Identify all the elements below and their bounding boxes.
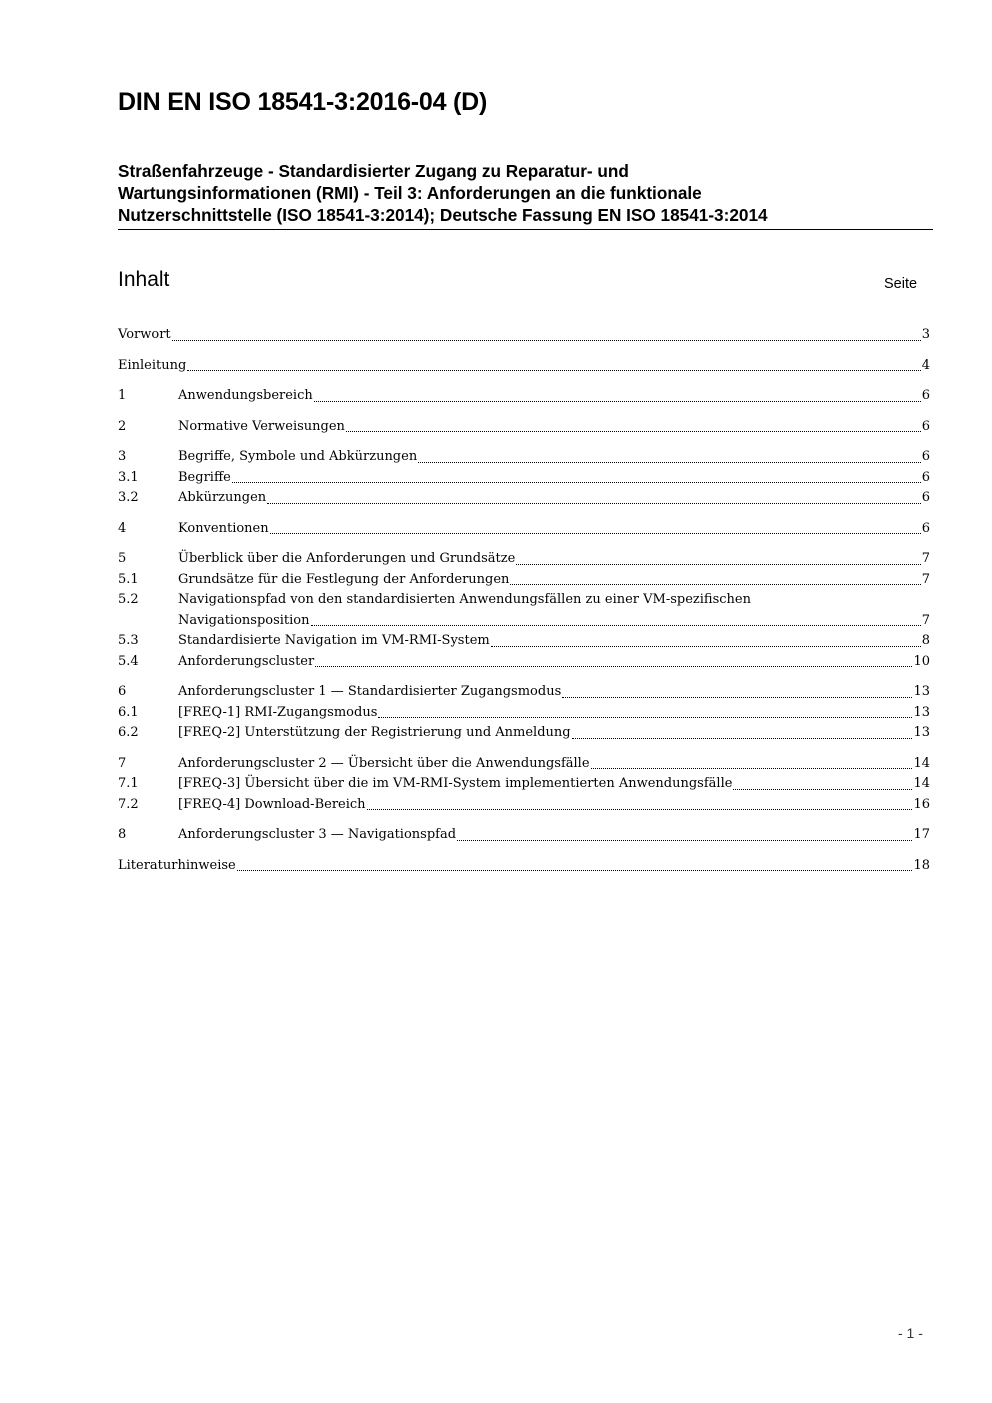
toc-entry-title: Navigationspfad von den standardisierten Anwendungsfällen zu einer VM-spezifischen [178,592,751,607]
toc-entry-page: 18 [913,857,930,873]
toc-leader [314,401,921,402]
page-number: - 1 - [898,1325,923,1341]
toc-heading: Inhalt [118,268,170,291]
toc-entry-continuation[interactable] [118,611,930,632]
toc-entry[interactable] [118,795,930,816]
toc-leader [562,697,912,698]
toc-entry-number: 8 [118,827,127,842]
toc-entry[interactable] [118,488,930,509]
toc-leader [172,340,921,341]
toc-entry-page: 6 [921,520,930,536]
toc-leader [572,738,913,739]
toc-entry-number: 5.2 [118,592,139,607]
subtitle-line: Straßenfahrzeuge - Standardisierter Zugang zu Reparatur- und [118,161,629,181]
toc-leader [591,768,913,769]
toc-entry-page: 6 [921,449,930,464]
toc-entry-page: 14 [913,776,930,791]
toc-entry-number: 6 [118,684,127,699]
toc-entry-page: 6 [921,469,930,485]
toc-entry-number: 5.3 [118,633,139,648]
toc-entry-page: 4 [921,357,930,373]
toc-entry[interactable] [118,590,930,611]
toc-entry-title: [FREQ-4] Download-Bereich [178,796,366,812]
toc-entry-page: 6 [921,490,930,505]
toc-entry-title: [FREQ-3] Übersicht über die im VM-RMI-System implementierten Anwendungsfälle [178,776,733,791]
toc-leader [232,482,921,483]
toc-leader [733,789,912,790]
toc-entry-number: 6.1 [118,704,139,720]
document-id: DIN EN ISO 18541-3:2016-04 (D) [118,88,488,116]
toc-entry-page: 6 [921,418,930,434]
toc-entry[interactable] [118,447,930,468]
toc-entry-title: Anwendungsbereich [178,388,313,403]
toc-entry-number: 5 [118,551,127,566]
toc-entry[interactable] [118,356,930,377]
toc-entry[interactable] [118,325,930,346]
toc-entry[interactable] [118,570,930,591]
toc-entry-title: [FREQ-2] Unterstützung der Registrierung und Anmeldung [178,725,571,740]
toc-leader [267,503,921,504]
toc-entry-page: 8 [921,633,930,648]
toc-entry[interactable] [118,519,930,540]
subtitle-line: Wartungsinformationen (RMI) - Teil 3: Anforderungen an die funktionale [118,183,702,203]
toc-entry-title: Abkürzungen [178,490,267,505]
toc-leader [510,584,920,585]
toc-entry[interactable] [118,468,930,489]
toc-entry[interactable] [118,417,930,438]
toc-leader [378,717,912,718]
toc-entry-title: Literaturhinweise [118,857,236,873]
toc-entry-number: 7 [118,755,127,771]
document-subtitle [118,160,933,230]
toc-entry-title-continued: Navigationsposition [178,612,310,628]
toc-entry-page: 13 [913,704,930,720]
toc-entry-title: Begriffe [178,469,231,485]
table-of-contents [118,325,930,876]
toc-entry-page: 7 [921,571,930,587]
toc-entry[interactable] [118,723,930,744]
toc-leader [346,431,921,432]
toc-entry-number: 5.1 [118,571,139,587]
toc-leader [270,533,921,534]
toc-entry-page: 17 [913,827,930,842]
toc-entry-title: Konventionen [178,520,269,536]
toc-entry-page: 3 [921,327,930,342]
toc-entry-title: Normative Verweisungen [178,418,345,434]
toc-entry-title: Anforderungscluster [178,653,315,669]
toc-entry[interactable] [118,703,930,724]
toc-entry-page: 7 [921,551,930,566]
toc-leader [516,564,920,565]
toc-entry[interactable] [118,825,930,846]
toc-leader [237,870,913,871]
toc-leader [315,666,912,667]
toc-entry-title: Standardisierte Navigation im VM-RMI-System [178,633,490,648]
toc-entry[interactable] [118,549,930,570]
toc-entry-page: 13 [913,725,930,740]
toc-entry-title: Grundsätze für die Festlegung der Anforderungen [178,571,510,587]
toc-entry-number: 5.4 [118,653,139,669]
toc-entry-page: 16 [913,796,930,812]
subtitle-line: Nutzerschnittstelle (ISO 18541-3:2014); Deutsche Fassung EN ISO 18541-3:2014 [118,205,768,225]
toc-leader [491,646,921,647]
toc-entry-number: 1 [118,388,127,403]
toc-entry-page: 7 [921,612,930,628]
toc-entry-title: Anforderungscluster 2 — Übersicht über die Anwendungsfälle [178,755,590,771]
toc-leader [457,840,912,841]
toc-entry[interactable] [118,856,930,877]
toc-entry[interactable] [118,631,930,652]
toc-leader [367,809,913,810]
toc-entry-number: 3 [118,449,127,464]
toc-entry-number: 7.2 [118,796,139,812]
toc-entry-number: 3.1 [118,469,139,485]
toc-entry-title: Anforderungscluster 3 — Navigationspfad [178,827,457,842]
toc-entry-number: 2 [118,418,127,434]
toc-entry[interactable] [118,754,930,775]
toc-entry-page: 14 [913,755,930,771]
toc-leader [187,370,920,371]
toc-entry-page: 13 [913,684,930,699]
toc-entry-title: Vorwort [118,327,171,342]
toc-entry[interactable] [118,682,930,703]
toc-entry-number: 3.2 [118,490,139,505]
toc-entry[interactable] [118,386,930,407]
toc-leader [418,462,921,463]
toc-entry-number: 6.2 [118,725,139,740]
toc-entry-page: 6 [921,388,930,403]
toc-entry[interactable] [118,652,930,673]
page-column-label: Seite [884,276,918,292]
toc-entry-title: Begriffe, Symbole und Abkürzungen [178,449,418,464]
toc-entry-page: 10 [913,653,930,669]
toc-entry-title: Anforderungscluster 1 — Standardisierter Zugangsmodus [178,684,562,699]
toc-entry-number: 4 [118,520,127,536]
toc-leader [311,625,921,626]
toc-entry[interactable] [118,774,930,795]
toc-entry-title: [FREQ-1] RMI-Zugangsmodus [178,704,378,720]
toc-entry-title: Einleitung [118,357,187,373]
toc-entry-title: Überblick über die Anforderungen und Grundsätze [178,551,516,566]
toc-entry-number: 7.1 [118,776,139,791]
